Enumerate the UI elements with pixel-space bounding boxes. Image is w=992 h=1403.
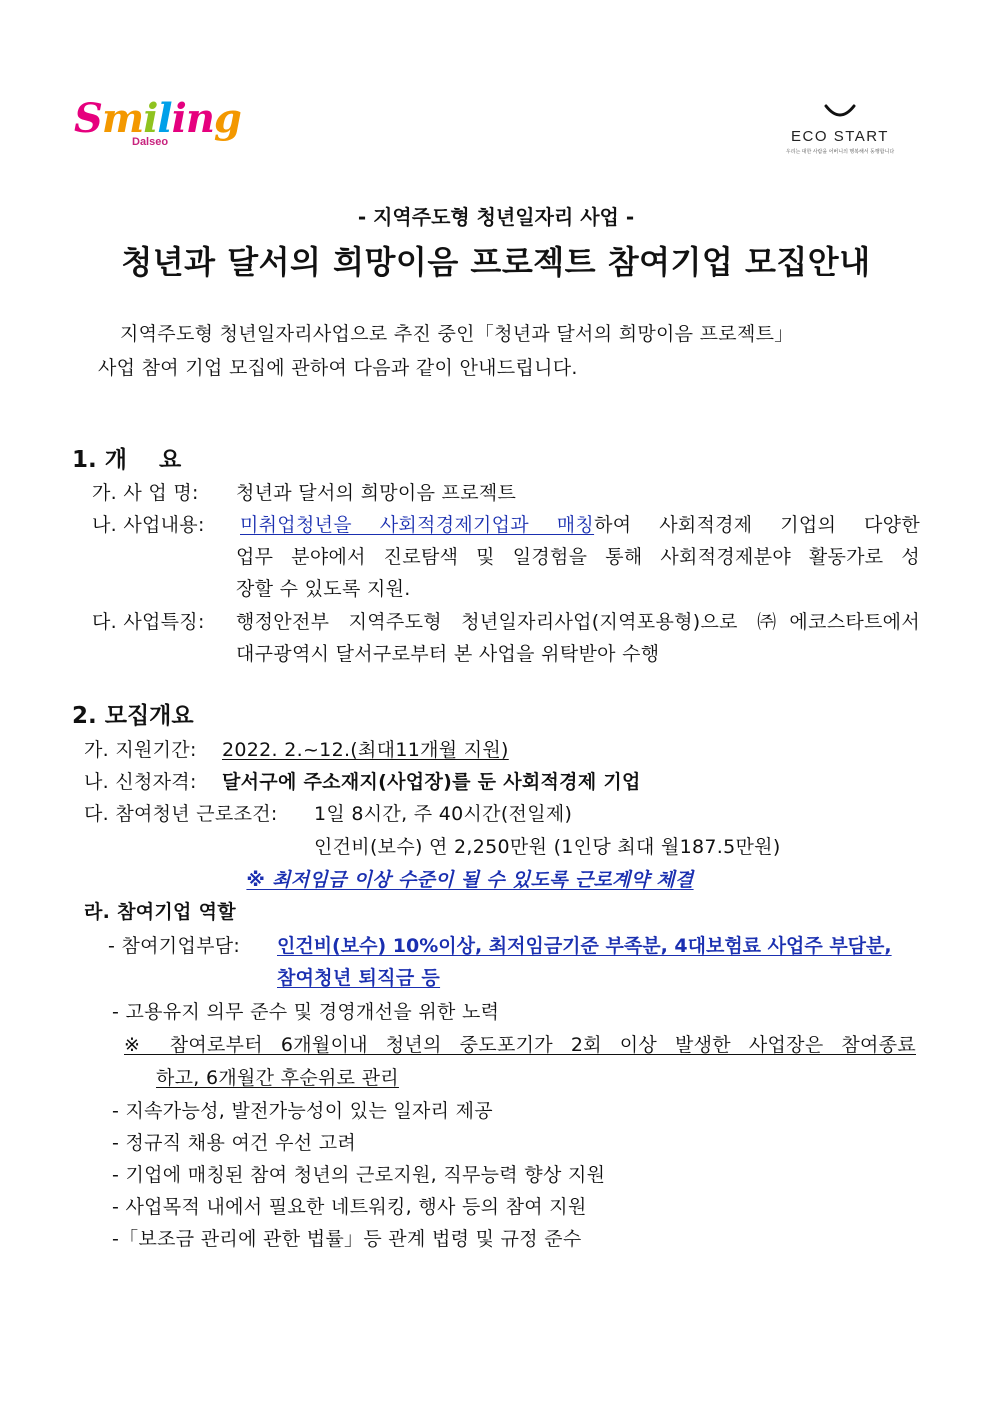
s2-ga-label: 가. 지원기간: — [84, 739, 197, 761]
eco-start-logo — [770, 100, 910, 166]
logo-letter: m — [101, 95, 144, 142]
role-item-1: - 고용유지 의무 준수 및 경영개선을 위한 노력 — [112, 1001, 500, 1023]
s1-ga-label: 가. 사 업 명: — [92, 482, 199, 504]
role-item: - 지속가능성, 발전가능성이 있는 일자리 제공 — [112, 1100, 493, 1122]
warning-line-2: 하고, 6개월간 후순위로 관리 — [156, 1067, 399, 1089]
intro-line-2: 사업 참여 기업 모집에 관하여 다음과 같이 안내드립니다. — [98, 357, 578, 379]
role-item: - 정규직 채용 여건 우선 고려 — [112, 1132, 357, 1154]
s2-na-value: 달서구에 주소재지(사업장)를 둔 사회적경제 기업 — [222, 771, 641, 793]
s2-ga-value: 2022. 2.~12.(최대11개월 지원) — [222, 739, 509, 761]
intro-line-1: 지역주도형 청년일자리사업으로 추진 중인「청년과 달서의 희망이음 프로젝트」 — [120, 323, 794, 345]
s1-na-line-2: 업무 분야에서 진로탐색 및 일경험을 통해 사회적경제분야 활동가로 성 — [236, 546, 920, 568]
s2-da-line-2: 인건비(보수) 연 2,250만원 (1인당 최대 월187.5만원) — [314, 836, 781, 858]
s1-na-line-1: 미취업청년을 사회적경제기업과 매칭하여 사회적경제 기업의 다양한 — [240, 514, 920, 536]
logo-letter: l — [157, 95, 172, 142]
s1-da-line-1: 행정안전부 지역주도형 청년일자리사업(지역포용형)으로 ㈜에코스타트에서 — [236, 611, 920, 633]
eco-start-logo-word: ECO START — [791, 128, 889, 145]
smile-icon — [770, 100, 910, 128]
document-title: 청년과 달서의 희망이음 프로젝트 참여기업 모집안내 — [121, 243, 871, 281]
warning-line-1: ※ 참여로부터 6개월이내 청년의 중도포기가 2회 이상 발생한 사업장은 참여종료 — [124, 1034, 916, 1056]
logo-letter: S — [74, 95, 102, 142]
smiling-dalseo-logo — [74, 95, 241, 158]
s2-ra-heading: 라. 참여기업 역할 — [84, 901, 236, 923]
smiling-logo-sub: Dalseo — [132, 136, 169, 148]
burden-line-2: 참여청년 퇴직금 등 — [277, 967, 441, 989]
s1-da-label: 다. 사업특징: — [92, 611, 205, 633]
matching-highlight: 미취업청년을 사회적경제기업과 매칭 — [240, 514, 595, 536]
s2-na-label: 나. 신청자격: — [84, 771, 197, 793]
burden-line-1: 인건비(보수) 10%이상, 최저임금기준 부족분, 4대보험료 사업주 부담분, — [277, 935, 892, 957]
burden-label: - 참여기업부담: — [108, 935, 241, 957]
s2-da-label: 다. 참여청년 근로조건: — [84, 803, 278, 825]
logo-letter: i — [171, 95, 186, 142]
role-item: -「보조금 관리에 관한 법률」등 관계 법령 및 규정 준수 — [112, 1228, 582, 1250]
document-subtitle: - 지역주도형 청년일자리 사업 - — [357, 205, 635, 229]
wage-note: ※ 최저임금 이상 수준이 될 수 있도록 근로계약 체결 — [246, 869, 694, 891]
logo-letter: g — [213, 95, 241, 142]
logo-letter: n — [185, 95, 214, 142]
s1-na-line-3: 장할 수 있도록 지원. — [236, 578, 411, 600]
role-item: - 사업목적 내에서 필요한 네트워킹, 행사 등의 참여 지원 — [112, 1196, 587, 1218]
s1-na-label: 나. 사업내용: — [92, 514, 205, 536]
eco-start-tagline: 우리는 대한 사람을 어버니의 행복해서 동행합니다 — [785, 149, 895, 155]
logo-letter: i — [143, 95, 158, 142]
section-2-heading: 2. 모집개요 — [72, 703, 194, 729]
role-item: - 기업에 매칭된 참여 청년의 근로지원, 직무능력 향상 지원 — [112, 1164, 606, 1186]
s1-da-line-2: 대구광역시 달서구로부터 본 사업을 위탁받아 수행 — [236, 643, 660, 665]
s2-da-line-1: 1일 8시간, 주 40시간(전일제) — [314, 803, 573, 825]
s1-ga-value: 청년과 달서의 희망이음 프로젝트 — [236, 482, 517, 504]
section-1-heading: 1. 개 요 — [72, 447, 182, 473]
